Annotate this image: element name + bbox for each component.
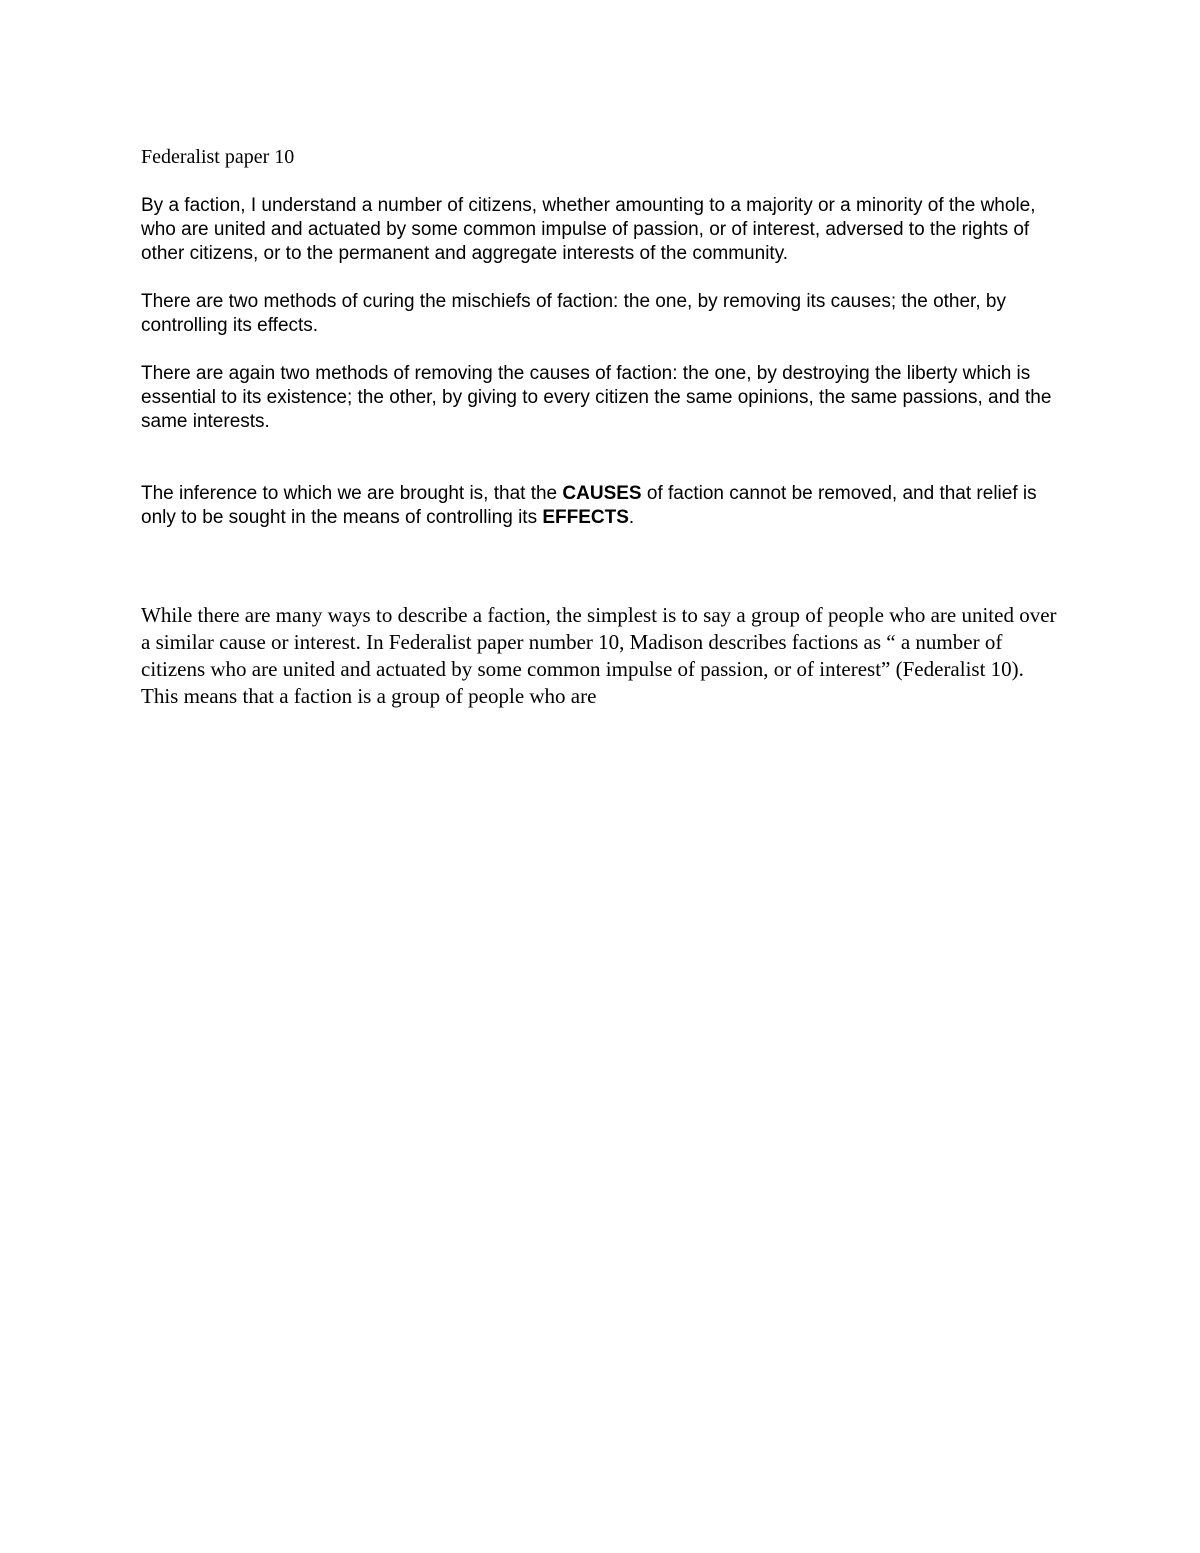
quote-paragraph-inference [141, 482, 1061, 530]
inference-text-part-3: . [628, 507, 635, 528]
inference-text-part-2: of faction cannot be removed, and that relief is only to be sought in the means of controlling its [141, 483, 1037, 528]
inference-bold-effects: EFFECTS [542, 507, 629, 528]
quote-paragraph-faction-definition: By a faction, I understand a number of citizens, whether amounting to a majority or a minority of the whole, who are united and actuated by some common impulse of passion, or of interest, adversed to the rights of other citizens, or to the permanent and aggregate interests of the community. [141, 195, 1036, 264]
quote-paragraph-removing-causes: There are again two methods of removing the causes of faction: the one, by destroying the liberty which is essential to its existence; the other, by giving to every citizen the same opinions, the same passions, and the same interests. [141, 363, 1052, 432]
inference-text-part-1: The inference to which we are brought is, that the [141, 483, 563, 504]
quote-paragraph-curing-methods: There are two methods of curing the mischiefs of faction: the one, by removing its causes; the other, by controlling its effects. [141, 291, 1006, 336]
document-body [141, 144, 1061, 710]
document-title: Federalist paper 10 [141, 146, 295, 168]
inference-bold-causes: CAUSES [562, 483, 642, 504]
essay-paragraph: While there are many ways to describe a faction, the simplest is to say a group of people who are united over a similar cause or interest. In Federalist paper number 10, Madison describes factions as “ a number of citizens who are united and actuated by some common impulse of passion, or of interest” (Federalist 10). This means that a faction is a group of people who are [141, 603, 1057, 708]
